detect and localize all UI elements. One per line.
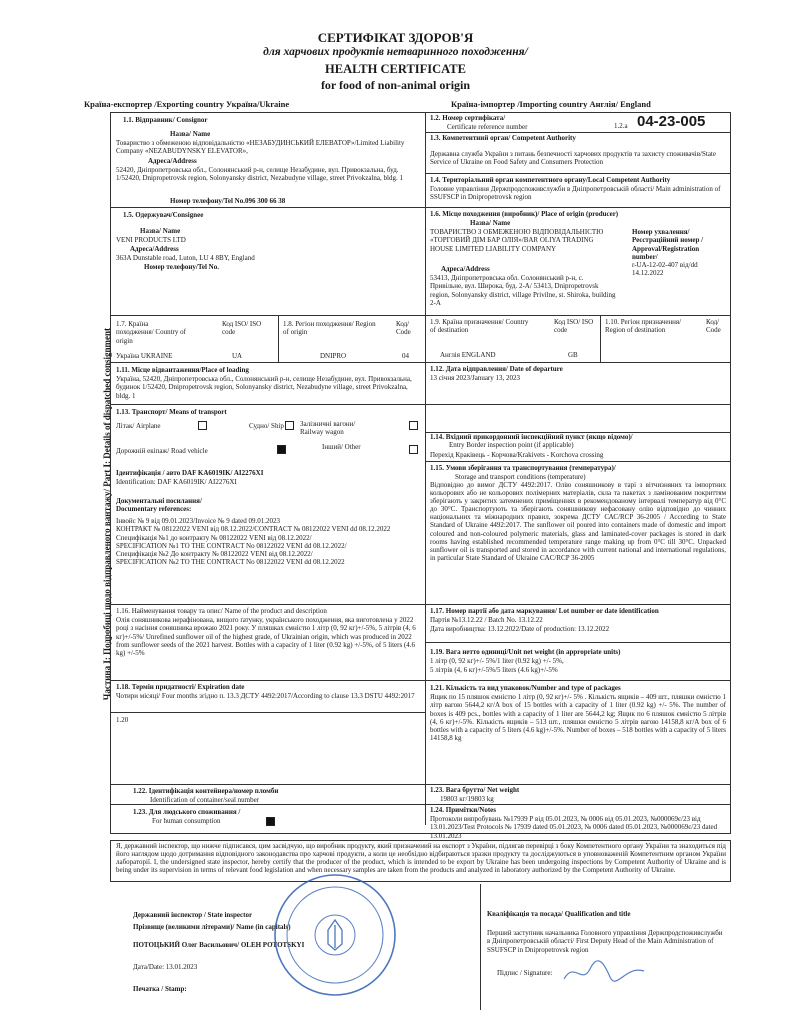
s1-5-addr-label: Адреса/Address	[130, 245, 179, 253]
expiration-date: Чотири місяці/ Four months згідно п. 13.3 ДСТУ 4492:2017/According to clause 13.3 DSTU 4492:2017	[116, 692, 415, 700]
consignee-tel: Номер телефону/Tel No.	[144, 263, 219, 271]
s1-21-title: 1.21. Кількість та вид упаковок/Number and type of packages	[430, 684, 621, 692]
origin-country: Україна UKRAINE	[116, 352, 173, 360]
producer-address: 53413, Дніпропетровська обл. Солонянський р-н, с. Привільне, вул. Широка, буд. 2-А/ 53413, Dnipropetrovsk region, Solonyansky district, village Privilne, st. Shiroka, building 2-A	[430, 274, 616, 307]
certificate-number: 04-23-005	[637, 113, 706, 130]
consignor-name: Товариство з обмеженою відповідальністю «НЕЗАБУДИНСЬКИЙ ЕЛЕВАТОР»/Limited Liability Company «NEZABUDYNSKY ELEVATOR»,	[116, 139, 405, 156]
handwritten-signature	[560, 955, 650, 989]
transport-ship-label: Судно/ Ship	[249, 422, 284, 430]
gross-weight: 19803 кг/19803 kg	[440, 795, 494, 803]
competent-authority: Державна служба України з питань безпечності харчових продуктів та захисту споживачів/State Service of Ukraine on Food Safety and Consumers Protection	[430, 150, 716, 167]
col-line	[278, 315, 279, 362]
consignee-name: VENI PRODUCTS LTD	[116, 236, 186, 244]
s1-23-sub: For human consumption	[152, 817, 221, 825]
row-line	[110, 712, 425, 713]
s1-17-title: 1.17. Номер партії або дата маркування/ Lot number or date identification	[430, 607, 659, 615]
col-line	[600, 315, 601, 362]
origin-iso: UA	[232, 352, 243, 360]
center-divider	[425, 112, 426, 825]
qualification-label: Кваліфікація та посада/ Qualification and title	[487, 910, 631, 918]
qualification-text: Перший заступник начальника Головного управління Держпродспоживслужби в Дніпропетровській області/ First Deputy Head of the Main Administration of SSUFSCP in Dnipropetrovsk region	[487, 929, 723, 954]
row-line	[110, 315, 731, 316]
transport-airplane-label: Літак/ Airplane	[116, 422, 161, 430]
transport-rail-label: Залізничні вагони/ Railway wagon	[300, 420, 356, 437]
origin-region: DNIPRO	[320, 352, 347, 360]
transport-other-label: Інший/ Other	[322, 443, 361, 451]
s1-18-title: 1.18. Термін придатності/ Expiration date	[116, 683, 245, 691]
s1-6-name-label: Назва/ Name	[470, 219, 511, 227]
s1-15-title: 1.15. Умови зберігання та транспортування (температура)/	[430, 464, 616, 472]
unit-weight-1: 1 літр (0, 92 кг)+/- 5%/1 liter (0.92 kg) +/- 5%,	[430, 657, 564, 665]
s1-2-prefix: 1.2.а	[614, 122, 628, 130]
s1-5-name-label: Назва/ Name	[140, 227, 181, 235]
signature-date: Дата/Date: 13.01.2023	[133, 963, 198, 971]
part1-side-label: Частина I: Подробиці щодо відправленого вантажу/ Part I: Details of dispatched consignment	[101, 328, 112, 701]
consignor-address: 52420, Дніпропетровська обл., Солонянський р-н, селище Незабудине, вул. Привокзальна, буд. 1/52420, Dnipropetrovsk region, Solonyansky district, Nezabudyne village, street Privokzalna, bldg. 1	[116, 166, 403, 183]
row-line	[425, 804, 731, 805]
s1-2-sub: Certificate reference number	[447, 123, 528, 131]
storage-conditions: Відповідно до вимог ДСТУ 4492:2017. Олію соняшникову в тарі з вітчизняних та імпортних кольорових або не кольорових полімерних матеріалів, скла та пакетах з ламінованим покриттям зберігають у закритих затемнених приміщеннях в рекомендованому інтервалі температур від 0°С до 30°С. Транспортують та зберігають соняшникову нефасовану олію відповідно до чинних національних та міжнародних правил, зокрема ДСТУ САС/RCP 36-2005 / According to State Standard of Ukraine 4492:2017. The sunflower oil poured into containers made of domestic and import coloured and non-coloured polymeric materials, glass and laminated-cover packages is stored in dark rooms having established recommended temperature range making up from 0°C till 30°C. Unpacked sunflower oil is transported and stored in accordance with current national and international regulations, in particular State Standard of Ukraine CAC/RCP 36-2005	[430, 481, 726, 562]
official-seal-stamp	[270, 870, 400, 1000]
s1-3-title: 1.3. Компетентний орган/ Competent Authority	[430, 134, 576, 142]
s1-6-addr-label: Адреса/Address	[441, 265, 490, 273]
inspector-label: Державний інспектор / State inspector	[133, 911, 253, 919]
s1-2-title: 1.2. Номер сертифіката/	[430, 114, 506, 122]
production-date: Дата виробництва: 13.12.2022/Date of production: 13.12.2022	[430, 625, 610, 633]
row-line	[425, 461, 731, 462]
s1-23b-title: 1.23. Вага брутто/ Net weight	[430, 786, 520, 794]
notes: Протоколи випробувань №17939 Р від 05.01.2023, № 0006 від 05.01.2023, №000069є/23 від 13.01.2023/Test Protocols № 17939 dated 05.01.2023, № 0006 dated 05.01.2023, №000069є/23 dated 13.01.2023	[430, 815, 718, 840]
s1-14-title: 1.14. Вхідний прикордонний інспекційний пункт (якщо відомо)/	[430, 433, 633, 441]
s1-20-title: 1.20	[116, 716, 129, 724]
s1-16-title: 1.16. Найменування товару та опис/ Name of the product and description	[116, 607, 327, 615]
origin-region-code: 04	[402, 352, 409, 360]
row-line	[110, 404, 731, 405]
s1-1-name-label: Назва/ Name	[170, 130, 211, 138]
transport-rail-checkbox[interactable]	[409, 421, 418, 430]
row-line	[425, 680, 731, 681]
s1-24-title: 1.24. Примітки/Notes	[430, 806, 497, 814]
s1-9-iso-label: Код ISO/ ISO code	[554, 318, 594, 335]
s1-7-title: 1.7. Країна походження/ Country of origin	[116, 320, 186, 345]
producer-approval-number: r-UA-12-02-407 від/dd 14.12.2022	[632, 261, 698, 278]
s1-10-code-label: Код/ Code	[706, 318, 721, 335]
documentary-references: Інвойс № 9 від 09.01.2023/Invoice № 9 dated 09.01.2023 КОНТРАКТ № 08122022 VENI від 08.12.2022/CONTRACT № 08122022 VENI dd 08.12.2022 Специфікація №1 до контракту № 08122022 VENI від 08.12.2022/ SPECIFICATION №1 TO THE CONTRACT No 08122022 VENI dd 08.12.2022/ Специфікація №2 До контракту № 08122022 VENI від 08.12.2022/ SPECIFICATION №2 TO THE CONTRACT No 08122022 VENI dd 08.12.2022	[116, 517, 391, 567]
batch-number: Партія №13.12.22 / Batch No. 13.12.22	[430, 616, 543, 624]
row-line	[110, 784, 425, 785]
row-line	[110, 207, 425, 208]
doc-subtitle-ua: для харчових продуктів нетваринного походження/	[263, 46, 528, 58]
s1-19-title: 1.19. Вага нетто одиниці/Unit net weight (in appropriate units)	[430, 648, 621, 656]
doc-title-en: HEALTH CERTIFICATE	[325, 62, 466, 76]
row-line	[425, 784, 731, 785]
departure-date: 13 січня 2023/January 13, 2023	[430, 374, 521, 382]
inspector-name: ПОТОЦЬКИЙ Олег Васильович/ OLEH POTOTSKYI	[133, 941, 305, 949]
transport-other-checkbox[interactable]	[409, 445, 418, 454]
s1-6-approval-label: Номер ухвалення/ Реєстраційний номер / Approval/Registration number/	[632, 228, 704, 261]
row-line	[110, 680, 425, 681]
stamp-label: Печатка / Stamp:	[133, 985, 187, 993]
destination-iso: GB	[568, 351, 578, 359]
s1-1-addr-label: Адреса/Address	[148, 157, 197, 165]
s1-23-title: 1.23. Для людського споживання /	[133, 808, 241, 816]
inspector-name-label: Прізвище (великими літерами)/ Name (in capitals)	[133, 923, 291, 931]
consignor-tel: Номер телефону/Tel No.096 300 66 38	[170, 197, 286, 205]
row-line	[425, 132, 731, 133]
s1-10-title: 1.10. Регіон призначення/ Region of destination	[605, 318, 682, 335]
vehicle-ident-en: Identification: DAF KA6019IK/ AI2276XI	[116, 478, 237, 486]
s1-7-iso-label: Код ISO/ ISO code	[222, 320, 262, 337]
row-line	[425, 642, 731, 643]
packages-description: Ящик по 15 пляшок ємністю 1 літр (0, 92 кг)+/- 5% . Кількість ящиків – 409 шт., пляшки ємністю 1 літр вагою 5644,2 кг/A box of 15 bottles with a capacity of 1 liter (0.92 kg) +/- 5%. The number of boxes is 409 pcs., bottles with a capacity of 1 liter are 5644,2 kg; Ящик по 6 пляшок ємністю 5 літрів (4, 6 кг)+/-5%. Кількість ящиків – 513 шт., пляшки ємністю 5 літрів вагою 14158,8 кг/A box of 6 bottles with a capacity of 5 liters (4.6 kg)+/-5%. Number of boxes – 518 bottles with a capacity of 5 liters 14158,8 kg	[430, 693, 726, 743]
unit-weight-2: 5 літрів (4, 6 кг)+/-5%/5 liters (4.6 kg)+/-5%	[430, 666, 558, 674]
s1-11-title: 1.11. Місце відвантаження/Place of loading	[116, 366, 249, 374]
exporting-country: Країна-експортер /Exporting country Україна/Ukraine	[84, 99, 290, 109]
doc-subtitle-en: for food of non-animal origin	[320, 78, 471, 92]
s1-15-sub: Storage and transport conditions (temperature)	[455, 473, 586, 481]
local-authority: Головне управління Держпродспоживслужби в Дніпропетровській області/ Main administration of SSUFSCP in Dnipropetrovsk region	[430, 185, 721, 202]
transport-road-checkbox[interactable]	[277, 445, 286, 454]
s1-13-docs-label: Документальні посилання/ Documentary references:	[116, 497, 202, 514]
s1-1-title: 1.1. Відправник/ Consignor	[123, 116, 208, 124]
s1-22-sub: Identification of container/seal number	[150, 796, 260, 804]
entry-border-point: Перехід Краківець - Корчова/Krakivets - Korchova crossing	[430, 451, 604, 459]
row-line	[425, 207, 731, 208]
destination-country: Англія ENGLAND	[440, 351, 496, 359]
s1-6-title: 1.6. Місце походження (виробник)/ Place of origin (producer)	[430, 210, 619, 218]
s1-8-title: 1.8. Регіон походження/ Region of origin	[283, 320, 376, 337]
s1-5-title: 1.5. Одержувач/Consignee	[123, 211, 204, 219]
row-line	[110, 362, 731, 363]
s1-9-title: 1.9. Країна призначення/ Country of destination	[430, 318, 529, 335]
transport-road-label: Дорожній екіпаж/ Road vehicle	[116, 447, 208, 455]
s1-8-code-label: Код/ Code	[396, 320, 411, 337]
s1-22-title: 1.22. Ідентифікація контейнера/номер пломби	[133, 787, 279, 795]
s1-13-title: 1.13. Транспорт/ Means of transport	[116, 408, 227, 416]
row-line	[110, 604, 731, 605]
transport-airplane-checkbox[interactable]	[198, 421, 207, 430]
loading-place: Україна, 52420, Дніпропетровська обл., Солонянський р-н, селище Незабудине, вул. Привокзальна, будинок 1/52420, Dnipropetrovsk region, Solonyansky district, Nezabudyne village, street Privokzalna, bldg. 1	[116, 375, 412, 400]
row-line	[425, 173, 731, 174]
producer-name: ТОВАРИСТВО З ОБМЕЖЕНОЮ ВІДПОВІДАЛЬНІСТЮ «ТОРГОВИЙ ДІМ БАР ОЛІЯ»/BAR OLIYA TRADING HOUSE LIMITED LIABILITY COMPANY	[430, 228, 604, 253]
transport-ship-checkbox[interactable]	[285, 421, 294, 430]
importing-country: Країна-імпортер /Importing country Англія/ England	[451, 99, 651, 109]
declaration-text: Я, державний інспектор, що нижче підписався, цим засвідчую, що виробник продукту, який призначений на експорт з України, підлягав перевірці з боку Компетентного органу України та знаходиться під його наглядом щодо дотримання відповідного законодавства про харчові продукти, а коли це необхідно відбираються зразки продукту та досліджуються в уповноваженій Компетентним органом України лабораторії. I, the undersigned state inspector, hereby certify that the producer of the product, which is intended to be export by Ukraine has been undergoing inspections by Competent Authority of Ukraine and is being under its supervision in terms of relevant food legislation and when necessary samples are taken from the products and analyzed in laboratory authorized by the Competent Authority of Ukraine.	[116, 842, 726, 874]
signature-label: Підпис / Signature:	[497, 969, 553, 977]
s1-14-sub: Entry Border inspection point (if applicable)	[449, 441, 574, 449]
doc-title-ua: СЕРТИФІКАТ ЗДОРОВ'Я	[317, 30, 474, 45]
human-consumption-checkbox[interactable]	[266, 817, 275, 826]
s1-4-title: 1.4. Територіальний орган компетентного органу/Local Competent Authority	[430, 176, 671, 184]
product-description: Олія соняшникова нерафінована, вищого ґатунку, українського походження, яка виготовлена у 2022 році з насіння соняшника врожаю 2021 року. У пляшках ємністю 1 літр (0, 92 кг)+/-5%, 5 літрів (4, 6 кг)+/-5%/ Unrefined sunflower oil of the highest grade, of Ukrainian origin, which was produced in 2022 from sunflower seeds of the 2021 harvest. Bottles with a capacity of 1 liter (0.92 kg) +/-5%, of 5 liters (4.6 kg) +/-5%	[116, 616, 416, 658]
vehicle-ident-ua: Ідентифікація / авто DAF KA6019IK/ AI2276XI	[116, 469, 264, 477]
consignee-address: 363A Dunstable road, Luton, LU 4 8BY, England	[116, 254, 255, 262]
s1-12-title: 1.12. Дата відправлення/ Date of departure	[430, 365, 563, 373]
signature-divider	[480, 884, 481, 1010]
